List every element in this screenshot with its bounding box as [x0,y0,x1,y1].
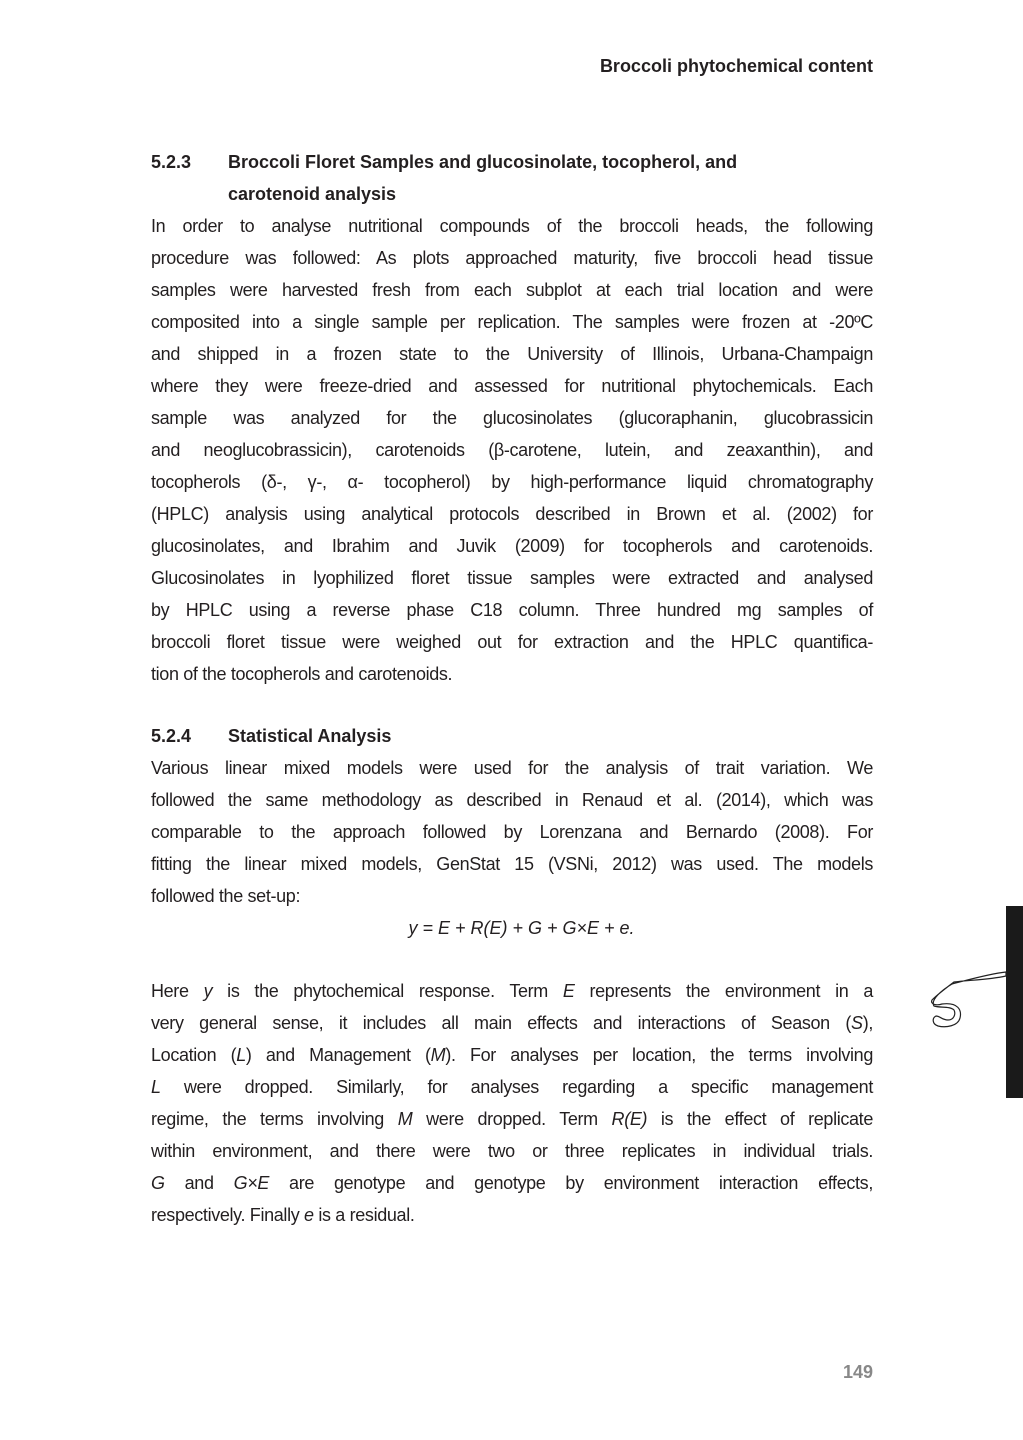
text-line: and shipped in a frozen state to the University of Illinois, Urbana-Champaign [151,344,873,364]
text-line: glucosinolates, and Ibrahim and Juvik (2009) for tocopherols and carotenoids. [151,536,873,556]
text-line: by HPLC using a reverse phase C18 column. Three hundred mg samples of [151,600,873,620]
section-heading-5-2-3 [151,146,737,210]
section-title-line: carotenoid analysis [228,184,397,204]
italic-term: L [151,1077,161,1097]
section-heading-5-2-4 [151,720,391,752]
italic-term: e [304,1205,314,1225]
text-line [151,1103,873,1135]
chapter-number-5-icon [928,968,1008,1038]
italic-term: M [430,1045,446,1065]
paragraph-sample-analysis [151,210,873,690]
text-segment: is the phytochemical response. Term [212,981,563,1001]
italic-term: L [236,1045,246,1065]
section-number: 5.2.4 [151,726,192,746]
italic-term: y [203,981,213,1001]
text-line: samples were harvested fresh from each subplot at each trial location and were [151,280,873,300]
text-line: (HPLC) analysis using analytical protocols described in Brown et al. (2002) for [151,504,873,524]
text-line [151,1071,873,1103]
text-line: procedure was followed: As plots approached maturity, five broccoli head tissue [151,248,873,268]
running-header: Broccoli phytochemical content [599,56,873,76]
text-segment: are genotype and genotype by environment interaction effects, [269,1173,873,1193]
italic-term: G [151,1173,165,1193]
text-line: Glucosinolates in lyophilized floret tissue samples were extracted and analysed [151,568,873,588]
text-segment: is the effect of replicate [647,1109,873,1129]
text-line: where they were freeze-dried and assessed for nutritional phytochemicals. Each [151,376,873,396]
section-title-line: Broccoli Floret Samples and glucosinolate, tocopherol, and [228,152,738,172]
text-segment: ), [862,1013,873,1033]
paragraph-model-terms [151,975,873,1231]
text-segment: represents the environment in a [574,981,873,1001]
text-segment: and [164,1173,234,1193]
text-segment: Location ( [151,1045,237,1065]
text-line [151,1007,873,1039]
text-line: In order to analyse nutritional compounds of the broccoli heads, the following [151,216,873,236]
model-equation: y = E + R(E) + G + G×E + e. [408,918,635,938]
section-title: Statistical Analysis [228,726,392,746]
text-line: followed the set-up: [151,886,301,906]
text-line: Various linear mixed models were used for the analysis of trait variation. We [151,758,873,778]
text-line: tion of the tocopherols and carotenoids. [151,664,453,684]
text-segment: were dropped. Term [412,1109,612,1129]
text-line [151,975,873,1007]
text-segment: Here [151,981,204,1001]
text-line: sample was analyzed for the glucosinolates (glucoraphanin, glucobrassicin [151,408,873,428]
italic-term: R(E) [611,1109,648,1129]
italic-term: E [562,981,575,1001]
text-line: followed the same methodology as described in Renaud et al. (2014), which was [151,790,873,810]
paragraph-statistical-analysis [151,752,873,912]
chapter-thumb-tab [1006,906,1023,1098]
text-segment: very general sense, it includes all main effects and interactions of Season ( [151,1013,852,1033]
text-line [151,1167,873,1199]
section-number: 5.2.3 [151,152,192,172]
italic-term: S [851,1013,863,1033]
text-segment: were dropped. Similarly, for analyses regarding a specific management [160,1077,873,1097]
text-segment: respectively. Finally [151,1205,305,1225]
text-segment: ) and Management ( [245,1045,431,1065]
italic-term: M [397,1109,413,1129]
text-segment: regime, the terms involving [151,1109,398,1129]
text-segment: ). For analyses per location, the terms involving [445,1045,873,1065]
italic-term: G×E [233,1173,270,1193]
text-line [151,1135,873,1167]
text-line: tocopherols (δ-, γ-, α- tocopherol) by high-performance liquid chromatography [151,472,873,492]
text-line: comparable to the approach followed by Lorenzana and Bernardo (2008). For [151,822,873,842]
text-segment: is a residual. [313,1205,415,1225]
text-line [151,1039,873,1071]
text-line: fitting the linear mixed models, GenStat 15 (VSNi, 2012) was used. The models [151,854,873,874]
text-line [151,1199,873,1231]
text-line: composited into a single sample per replication. The samples were frozen at -20ºC [151,312,873,332]
page-number: 149 [842,1362,873,1382]
text-segment: within environment, and there were two or three replicates in individual trials. [151,1141,873,1161]
text-line: and neoglucobrassicin), carotenoids (β-carotene, lutein, and zeaxanthin), and [151,440,873,460]
text-line: broccoli floret tissue were weighed out for extraction and the HPLC quantifica- [151,632,873,652]
